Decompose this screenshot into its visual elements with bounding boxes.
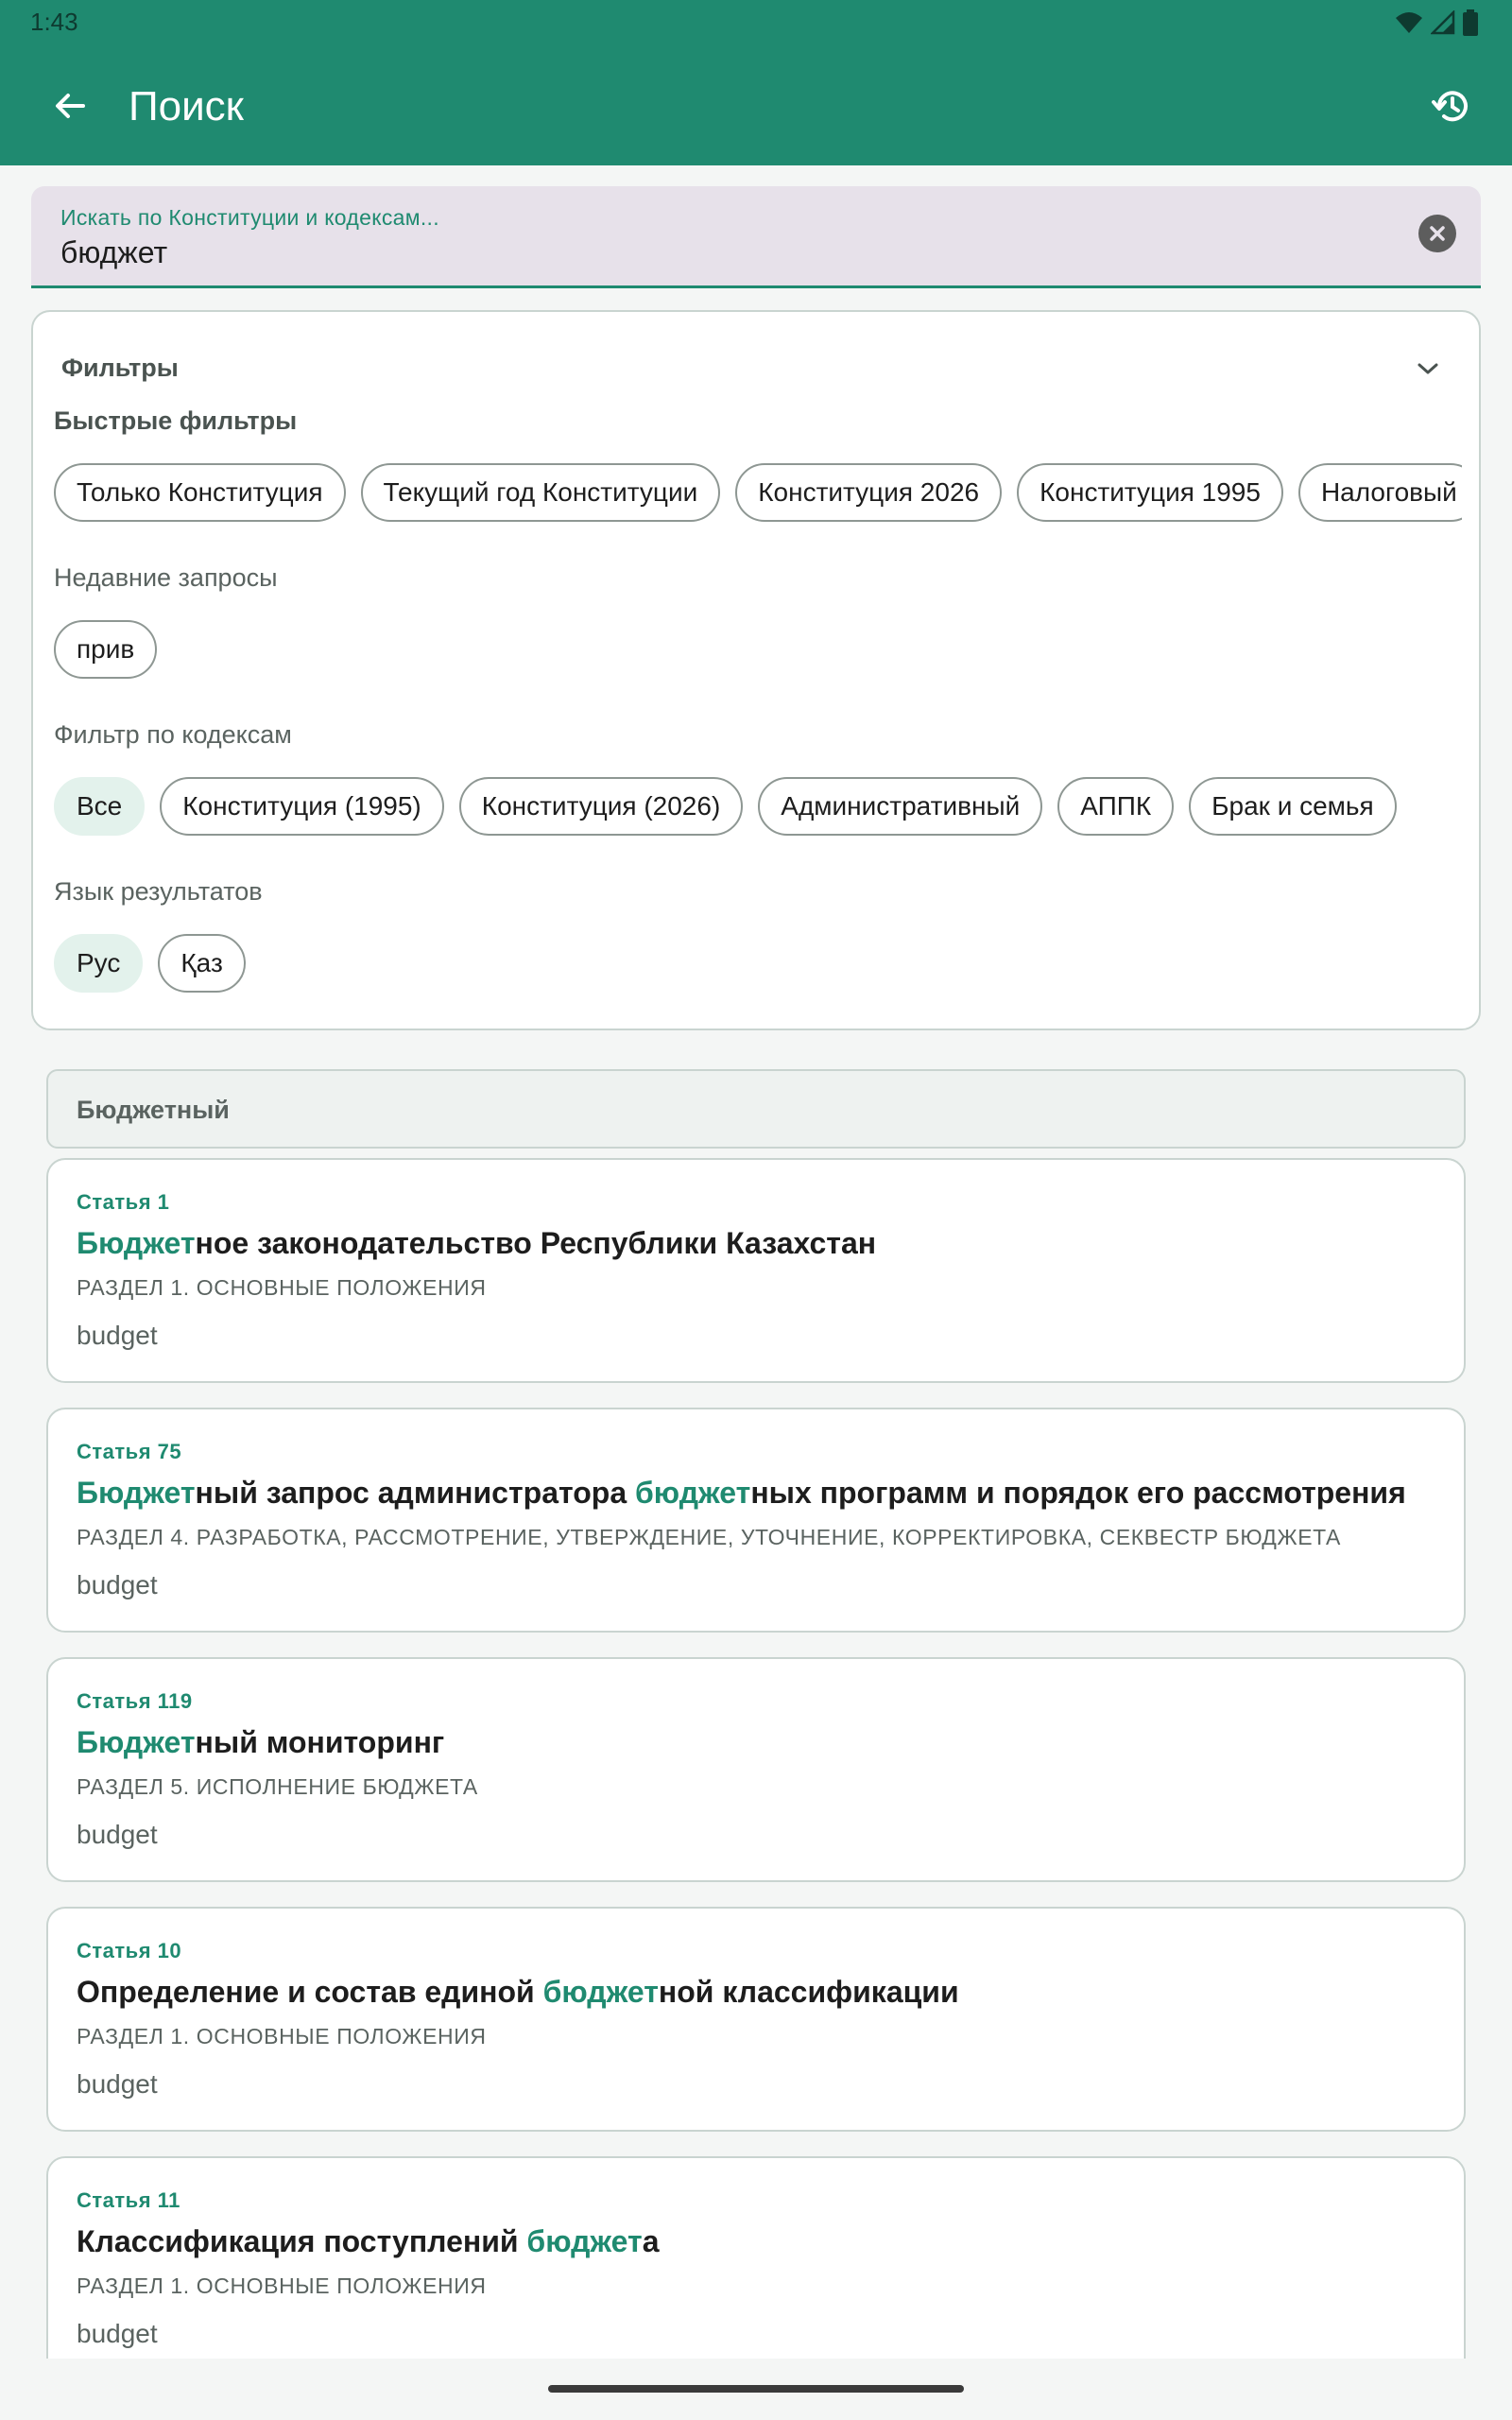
article-number: Статья 75 (77, 1440, 182, 1463)
article-source-tag: budget (77, 1570, 158, 1599)
wifi-icon (1395, 10, 1423, 35)
title-highlight: Бюджет (77, 1476, 196, 1510)
title-highlight: бюджет (526, 2224, 643, 2258)
title-text: ное законодательство Республики Казахстан (195, 1226, 877, 1260)
language-chip[interactable]: Қаз (158, 934, 245, 993)
title-text: Определение и состав единой (77, 1975, 543, 2009)
search-field[interactable] (31, 186, 1481, 288)
article-number: Статья 11 (77, 2188, 180, 2212)
quick-filter-chip[interactable]: Конституция 1995 (1017, 463, 1283, 522)
article-number: Статья 1 (77, 1190, 170, 1214)
result-card[interactable] (46, 1907, 1466, 2132)
filters-panel (31, 310, 1481, 1030)
title-highlight: Бюджет (77, 1725, 196, 1759)
code-filter-chip[interactable]: Конституция (1995) (160, 777, 444, 836)
codes-filter-label: Фильтр по кодексам (54, 720, 292, 749)
chevron-down-icon (1417, 361, 1439, 376)
arrow-left-icon (51, 87, 89, 125)
article-title (77, 1975, 959, 2010)
language-chip[interactable]: Рус (54, 934, 143, 993)
title-text: ный запрос администратора (195, 1476, 636, 1510)
article-section: РАЗДЕЛ 4. РАЗРАБОТКА, РАССМОТРЕНИЕ, УТВЕРЖДЕНИЕ, УТОЧНЕНИЕ, КОРРЕКТИРОВКА, СЕКВЕСТР БЮДЖЕТА (77, 1525, 1341, 1549)
code-filter-chip[interactable]: Брак и семья (1189, 777, 1397, 836)
signal-icon (1431, 10, 1455, 35)
article-section: РАЗДЕЛ 1. ОСНОВНЫЕ ПОЛОЖЕНИЯ (77, 2273, 487, 2298)
quick-filter-chip[interactable]: Только Конституция (54, 463, 346, 522)
article-number: Статья 119 (77, 1689, 193, 1713)
article-title (77, 1476, 1406, 1511)
history-icon (1431, 85, 1472, 127)
quick-filters-row (54, 463, 1462, 522)
article-source-tag: budget (77, 2319, 158, 2348)
article-number: Статья 10 (77, 1939, 182, 1962)
article-title (77, 1226, 876, 1261)
article-title (77, 1725, 444, 1760)
result-card[interactable] (46, 1657, 1466, 1882)
back-button[interactable] (42, 78, 98, 134)
code-filter-chip[interactable]: Конституция (2026) (459, 777, 744, 836)
search-input[interactable] (60, 235, 1289, 270)
quick-filter-chip[interactable]: Конституция 2026 (735, 463, 1002, 522)
article-source-tag: budget (77, 2069, 158, 2099)
article-section: РАЗДЕЛ 1. ОСНОВНЫЕ ПОЛОЖЕНИЯ (77, 2024, 487, 2048)
filters-toggle[interactable] (1411, 352, 1445, 386)
title-highlight: бюджет (542, 1975, 659, 2009)
recent-queries-label: Недавние запросы (54, 563, 278, 592)
title-text: Классификация поступлений (77, 2224, 527, 2258)
app-bar (0, 0, 1512, 165)
article-source-tag: budget (77, 1321, 158, 1350)
quick-filter-chip[interactable]: Текущий год Конституции (361, 463, 721, 522)
result-card[interactable] (46, 1408, 1466, 1633)
title-text: а (642, 2224, 660, 2258)
article-title (77, 2224, 660, 2259)
filters-header[interactable]: Фильтры (61, 354, 179, 382)
gesture-handle[interactable] (548, 2385, 964, 2393)
title-text: ной классификации (658, 1975, 959, 2009)
results-language-label: Язык результатов (54, 877, 263, 906)
result-card[interactable] (46, 2156, 1466, 2381)
article-section: РАЗДЕЛ 5. ИСПОЛНЕНИЕ БЮДЖЕТА (77, 1774, 478, 1799)
title-highlight: Бюджет (77, 1226, 196, 1260)
clear-icon (1427, 223, 1448, 244)
page-title: Поиск (129, 83, 244, 130)
recent-queries-row (54, 620, 157, 679)
quick-filter-chip[interactable]: Налоговый (1298, 463, 1462, 522)
results-language-row (54, 934, 246, 993)
quick-filters-label: Быстрые фильтры (54, 406, 298, 435)
title-text: ных программ и порядок его рассмотрения (750, 1476, 1406, 1510)
code-filter-chip[interactable]: Все (54, 777, 145, 836)
title-highlight: бюджет (635, 1476, 751, 1510)
results-group-header (46, 1069, 1466, 1149)
results-group-title: Бюджетный (77, 1096, 230, 1124)
recent-query-chip[interactable]: прив (54, 620, 157, 679)
article-section: РАЗДЕЛ 1. ОСНОВНЫЕ ПОЛОЖЕНИЯ (77, 1275, 487, 1300)
clear-search-button[interactable] (1418, 215, 1456, 252)
code-filter-chip[interactable]: Административный (758, 777, 1042, 836)
search-label: Искать по Конституции и кодексам... (60, 205, 439, 230)
title-text: ный мониторинг (195, 1725, 445, 1759)
codes-filter-row (54, 777, 1397, 836)
history-button[interactable] (1423, 78, 1480, 134)
status-time: 1:43 (30, 8, 78, 36)
status-icons (1395, 9, 1478, 36)
code-filter-chip[interactable]: АППК (1057, 777, 1174, 836)
battery-icon (1463, 9, 1478, 36)
result-card[interactable] (46, 1158, 1466, 1383)
article-source-tag: budget (77, 1820, 158, 1849)
